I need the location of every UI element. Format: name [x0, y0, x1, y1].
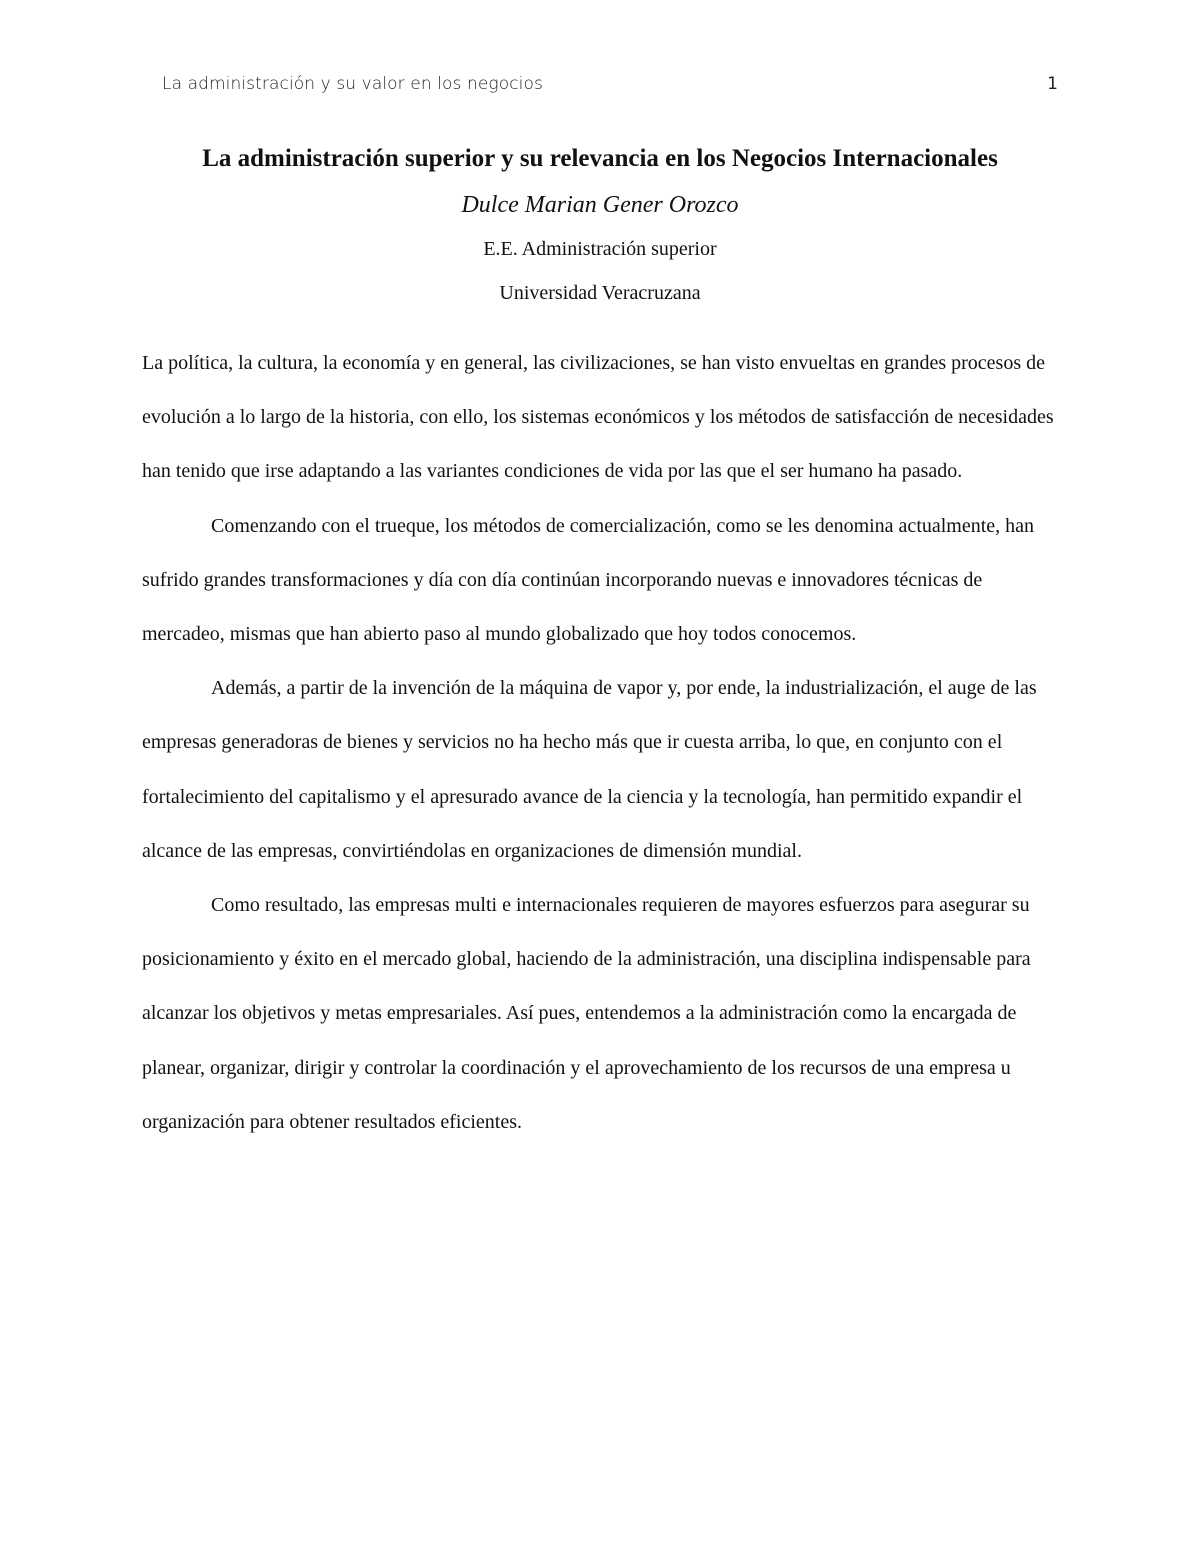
running-head: La administración y su valor en los negocios	[162, 74, 543, 94]
paragraph-1: La política, la cultura, la economía y en general, las civilizaciones, se han visto envueltas en grandes procesos de evolución a lo largo de la historia, con ello, los sistemas económicos y los métodos de satisfacción de necesidades han tenido que irse adaptando a las variantes condiciones de vida por las que el ser humano ha pasado.	[142, 352, 1054, 483]
author-name: Dulce Marian Gener Orozco	[461, 192, 739, 218]
paragraph-2: Comenzando con el trueque, los métodos de comercialización, como se les denomina actualmente, han sufrido grandes transformaciones y día con día continúan incorporando nuevas e innovadores técnicas de mercadeo, mismas que han abierto paso al mundo globalizado que hoy todos conocemos.	[142, 514, 1035, 646]
paragraph-4: Como resultado, las empresas multi e internacionales requieren de mayores esfuerzos para asegurar su posicionamiento y éxito en el mercado global, haciendo de la administración, una disciplina indispensable para alcanzar los objetivos y metas empresariales. Así pues, entendemos a la administración como la encargada de planear, organizar, dirigir y controlar la coordinación y el aprovechamiento de los recursos de una empresa u organización para obtener resultados eficientes.	[142, 894, 1031, 1133]
institution-name: Universidad Veracruzana	[499, 282, 701, 304]
body-text	[142, 336, 1060, 1149]
paragraph-3: Además, a partir de la invención de la máquina de vapor y, por ende, la industrialización, el auge de las empresas generadoras de bienes y servicios no ha hecho más que ir cuesta arriba, lo que, en conjunto con el fortalecimiento del capitalismo y el apresurado avance de la ciencia y la tecnología, han permitido expandir el alcance de las empresas, convirtiéndolas en organizaciones de dimensión mundial.	[142, 677, 1037, 862]
document-title: La administración superior y su relevancia en los Negocios Internacionales	[202, 145, 998, 172]
course-name: E.E. Administración superior	[483, 238, 717, 260]
title-block	[142, 140, 1058, 308]
page-number: 1	[1047, 74, 1058, 94]
